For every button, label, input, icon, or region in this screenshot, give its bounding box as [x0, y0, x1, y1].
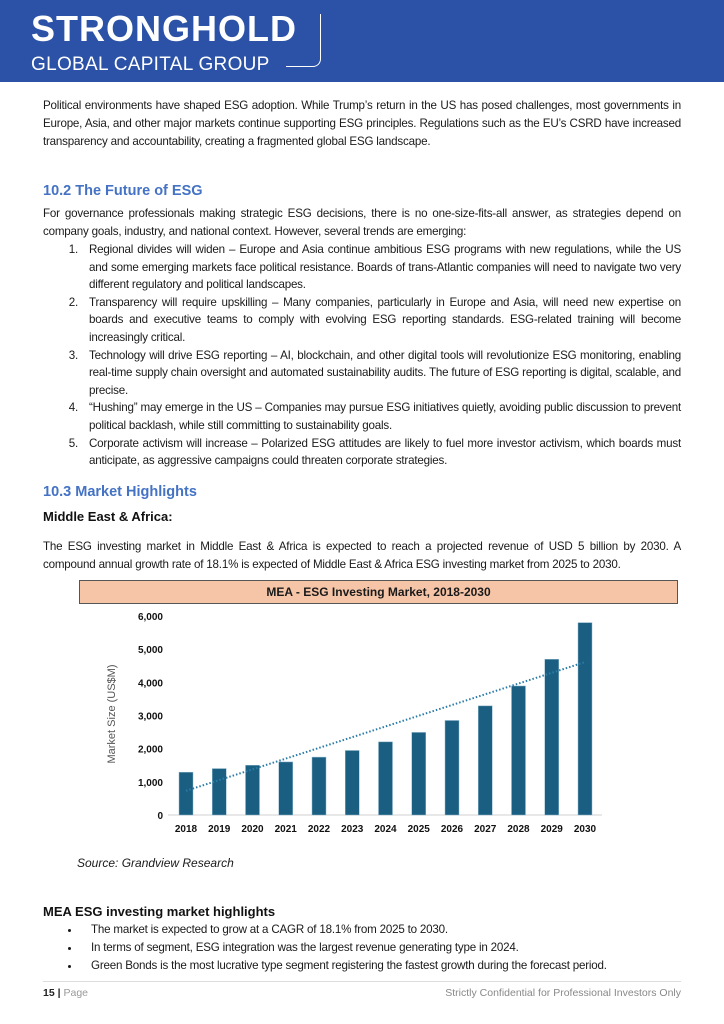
trends-list: [43, 241, 681, 470]
bar-chart: [79, 604, 678, 840]
list-item: 5. Corporate activism will increase – Polarized ESG attitudes are likely to fuel more investor activism, which boards must anticipate, as aggressive campaigns could threaten corporate strategies.: [81, 435, 681, 470]
x-tick-label: 2019: [208, 823, 231, 835]
section-heading-10-2: 10.2 The Future of ESG: [43, 183, 203, 199]
market-paragraph: The ESG investing market in Middle East & Africa is expected to reach a projected revenue of USD 5 billion by 2030. A compound annual growth rate of 18.1% is expected of Middle East & Africa ESG investing market from 2025 to 2030.: [43, 539, 681, 571]
x-tick-label: 2024: [374, 823, 397, 835]
section-heading-10-3: 10.3 Market Highlights: [43, 483, 197, 500]
region-subheading: Middle East & Africa:: [43, 508, 173, 524]
y-tick-label: 6,000: [137, 611, 163, 623]
page-content: [43, 0, 681, 1004]
bar-2019: [212, 768, 226, 814]
highlights-list: [43, 921, 681, 975]
footer: [43, 981, 681, 1004]
chart-container: [79, 580, 678, 839]
y-tick-label: 0: [157, 810, 163, 822]
logo-main: STRONGHOLD: [31, 8, 297, 49]
x-tick-label: 2030: [573, 823, 597, 835]
bar-2022: [312, 757, 326, 815]
bar-2020: [246, 765, 260, 815]
list-item: • The market is expected to grow at a CAGR of 18.1% from 2025 to 2030.: [81, 921, 681, 939]
bar-2021: [279, 762, 293, 815]
list-item: 4. “Hushing” may emerge in the US – Companies may pursue ESG initiatives quietly, avoiding public discussion to prevent political backlash, while still committing to sustainability goals.: [81, 399, 681, 434]
x-tick-label: 2027: [474, 823, 497, 835]
y-tick-label: 4,000: [137, 678, 163, 690]
y-tick-label: 2,000: [137, 744, 163, 756]
list-item: • Green Bonds is the most lucrative type segment registering the fastest growth during the forecast period.: [81, 957, 681, 975]
x-tick-label: 2021: [274, 823, 297, 835]
x-tick-label: 2026: [440, 823, 464, 835]
list-item: 3. Technology will drive ESG reporting – AI, blockchain, and other digital tools will revolutionize ESG monitoring, enabling real-time supply chain oversight and automated sustainability audits. The future of ESG reporting is digital, scalable, and precise.: [81, 347, 681, 400]
x-tick-label: 2029: [540, 823, 563, 835]
y-tick-label: 3,000: [137, 711, 163, 723]
future-esg-paragraph: For governance professionals making strategic ESG decisions, there is no one-size-fits-all answer, as strategies depend on company goals, industry, and national context. However, several trends are emerging:: [43, 207, 681, 238]
x-tick-label: 2023: [341, 823, 364, 835]
list-item: 2. Transparency will require upskilling – Many companies, particularly in Europe and Asia, will need new expertise on boards and executive teams to comply with evolving ESG reporting standards. ESG-related training will become increasingly critical.: [81, 294, 681, 347]
bar-2026: [445, 720, 459, 815]
bar-2029: [545, 659, 559, 815]
bar-2028: [512, 686, 526, 815]
y-axis-title: Market Size (US$M): [106, 664, 118, 764]
bar-2024: [379, 742, 393, 815]
list-item: 1. Regional divides will widen – Europe and Asia continue ambitious ESG programs with new regulations, while the US and some emerging markets face political resistance. Boards of trans-Atlantic companies will need to navigate two very different regulatory and political landscapes.: [81, 241, 681, 294]
bar-2027: [478, 706, 492, 815]
list-item: • In terms of segment, ESG integration was the largest revenue generating type in 2024.: [81, 939, 681, 957]
x-tick-label: 2022: [307, 823, 331, 835]
page-number: 15 | Page: [43, 986, 89, 999]
page-number-value: 15: [43, 986, 55, 999]
intro-paragraph: Political environments have shaped ESG adoption. While Trump’s return in the US has posed challenges, most governments in Europe, Asia, and other major markets continue supporting ESG principles. Regulations such as the EU’s CSRD have increased transparency and accountability, creating a fragmented global ESG landscape.: [43, 99, 681, 148]
confidential-notice: Strictly Confidential for Professional Investors Only: [445, 986, 681, 999]
bar-2025: [412, 732, 426, 815]
x-tick-label: 2018: [174, 823, 198, 835]
x-tick-label: 2025: [407, 823, 430, 835]
chart-title: MEA - ESG Investing Market, 2018-2030: [79, 580, 678, 604]
page-label: Page: [63, 986, 89, 999]
x-tick-label: 2028: [507, 823, 530, 835]
bar-2030: [578, 622, 592, 814]
bar-2018: [179, 772, 193, 815]
bar-2023: [345, 750, 359, 815]
y-tick-label: 5,000: [137, 644, 163, 656]
highlights-heading: MEA ESG investing market highlights: [43, 903, 276, 919]
y-tick-label: 1,000: [137, 777, 163, 789]
logo-sub: GLOBAL CAPITAL GROUP: [31, 54, 270, 75]
chart-source: Source: Grandview Research: [77, 855, 234, 870]
x-tick-label: 2020: [241, 823, 264, 835]
